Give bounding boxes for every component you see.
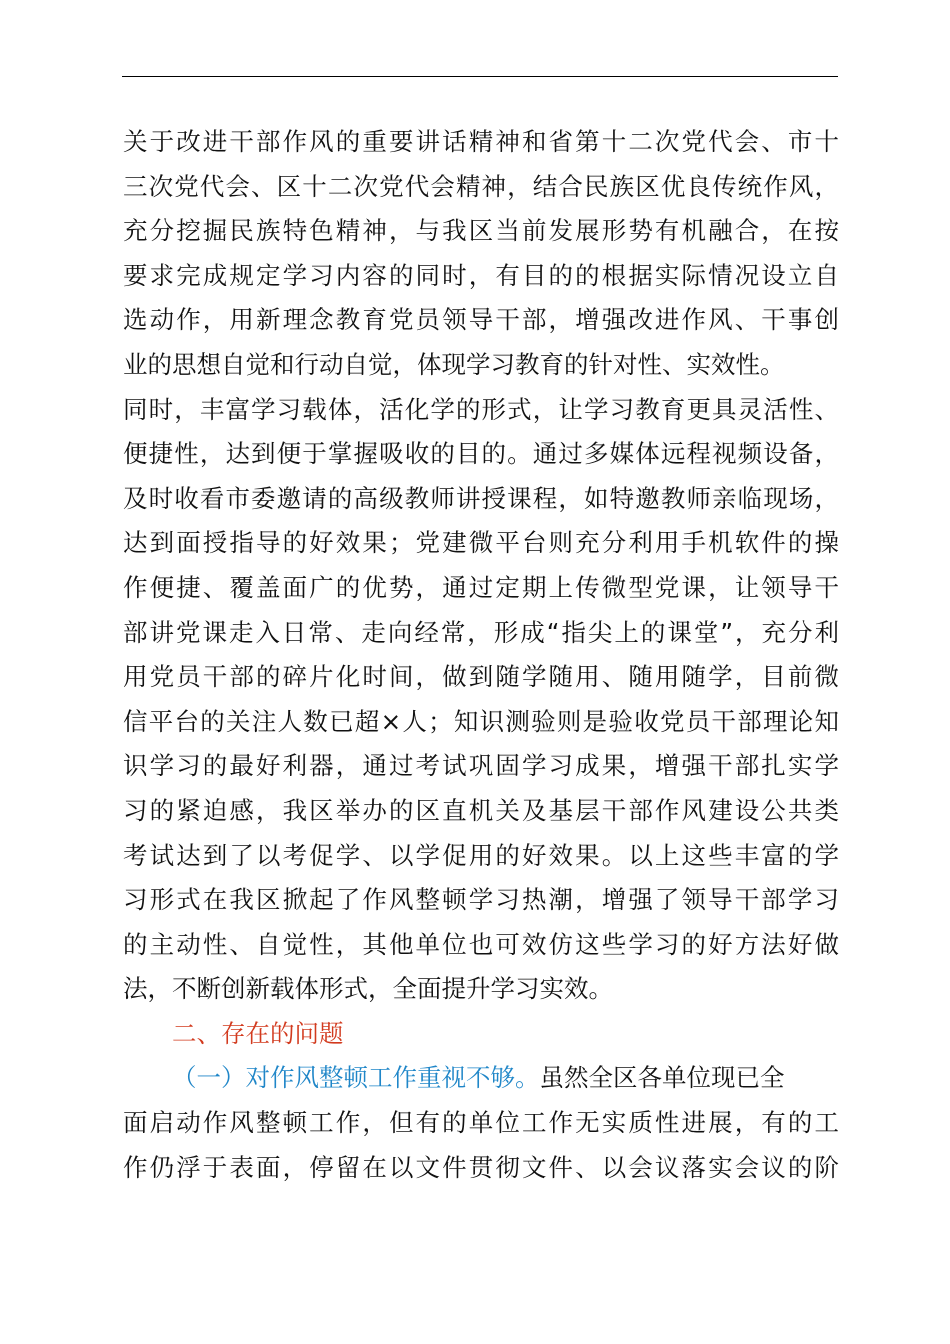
subheading-rest: 虽然全区各单位现已全 [539, 1063, 785, 1093]
paragraph-line: 充分挖掘民族特色精神，与我区当前发展形势有机融合，在按 [123, 216, 839, 246]
paragraph-line: 作便捷、覆盖面广的优势，通过定期上传微型党课，让领导干 [123, 572, 839, 602]
paragraph-line: 识学习的最好利器，通过考试巩固学习成果，增强干部扎实学 [123, 751, 839, 781]
paragraph-line: 信平台的关注人数已超×人；知识测验则是验收党员干部理论知 [123, 706, 839, 736]
paragraph-line: 习形式在我区掀起了作风整顿学习热潮，增强了领导干部学习 [123, 885, 839, 915]
section-heading: 二、存在的问题 [172, 1018, 344, 1048]
paragraph-line: 法，不断创新载体形式，全面提升学习实效。 [123, 974, 613, 1004]
paragraph-line: 及时收看市委邀请的高级教师讲授课程，如特邀教师亲临现场， [123, 483, 839, 513]
paragraph-line: 业的思想自觉和行动自觉，体现学习教育的针对性、实效性。 [123, 349, 785, 379]
paragraph-line: 习的紧迫感，我区举办的区直机关及基层干部作风建设公共类 [123, 795, 839, 825]
paragraph-line: 选动作，用新理念教育党员领导干部，增强改进作风、干事创 [123, 305, 839, 335]
paragraph-line: 同时，丰富学习载体，活化学的形式，让学习教育更具灵活性、 [123, 394, 839, 424]
paragraph-line: 要求完成规定学习内容的同时，有目的的根据实际情况设立自 [123, 260, 839, 290]
paragraph-line: 部讲党课走入日常、走向经常，形成“指尖上的课堂”，充分利 [123, 617, 839, 647]
paragraph-line: 作仍浮于表面，停留在以文件贯彻文件、以会议落实会议的阶 [123, 1152, 839, 1182]
paragraph-line: 的主动性、自觉性，其他单位也可效仿这些学习的好方法好做 [123, 929, 839, 959]
subheading-title: （一）对作风整顿工作重视不够。 [172, 1063, 540, 1093]
document-body [123, 120, 839, 1190]
paragraph-line: 用党员干部的碎片化时间，做到随学随用、随用随学，目前微 [123, 662, 839, 692]
paragraph-line: 面启动作风整顿工作，但有的单位工作无实质性进展，有的工 [123, 1108, 839, 1138]
paragraph-line: 便捷性，达到便于掌握吸收的目的。通过多媒体远程视频设备， [123, 439, 839, 469]
subheading-line [123, 1056, 839, 1101]
paragraph-line: 关于改进干部作风的重要讲话精神和省第十二次党代会、市十 [123, 127, 839, 156]
paragraph-line: 三次党代会、区十二次党代会精神，结合民族区优良传统作风， [123, 171, 839, 201]
paragraph-line: 达到面授指导的好效果；党建微平台则充分利用手机软件的操 [123, 528, 839, 558]
paragraph-line: 考试达到了以考促学、以学促用的好效果。以上这些丰富的学 [123, 840, 839, 870]
header-rule [122, 76, 838, 77]
